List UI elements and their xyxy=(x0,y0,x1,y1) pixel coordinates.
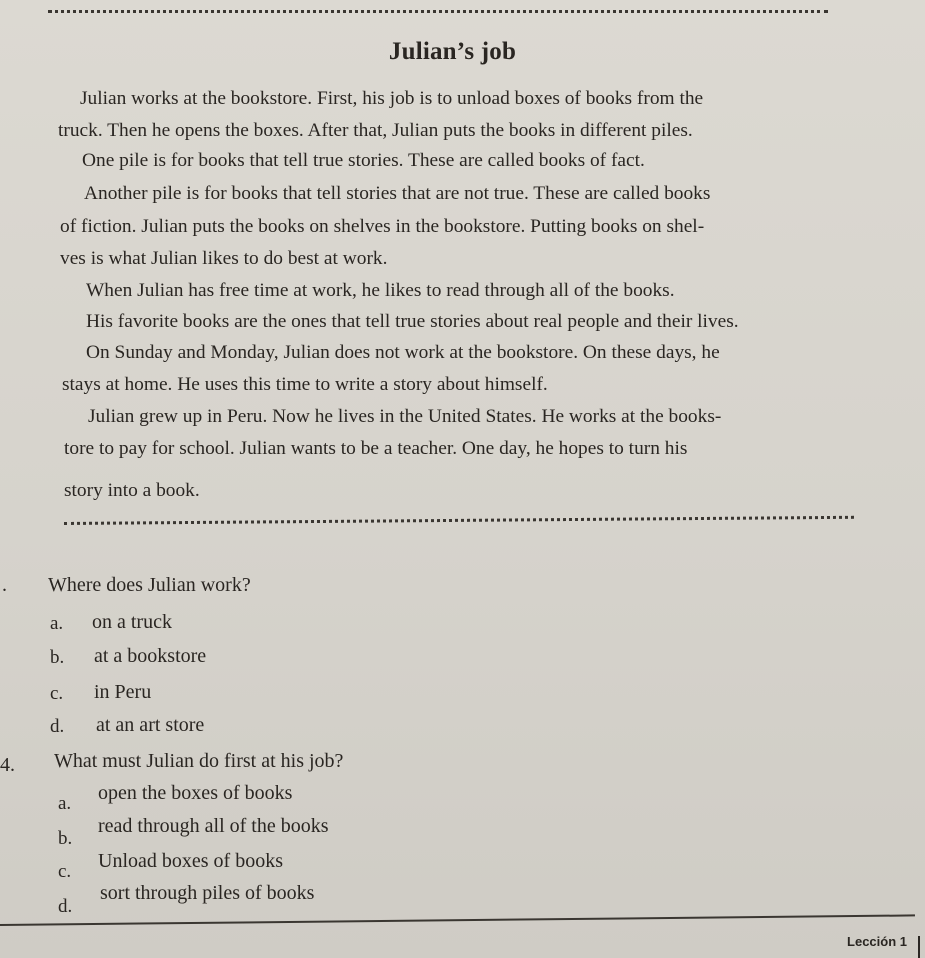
option-letter: b. xyxy=(58,828,73,849)
passage-line: His favorite books are the ones that tell true stories about real people and their lives. xyxy=(86,311,739,332)
answer-option[interactable]: Unload boxes of books xyxy=(98,850,283,872)
option-letter: d. xyxy=(50,716,65,737)
option-letter: d. xyxy=(58,896,73,917)
passage-end-dotted-rule xyxy=(64,516,854,525)
footer-vertical-bar xyxy=(918,936,920,958)
answer-option[interactable]: on a truck xyxy=(92,611,172,633)
question-text: Where does Julian work? xyxy=(48,574,251,596)
passage-line: truck. Then he opens the boxes. After that, Julian puts the books in different piles. xyxy=(58,120,693,141)
answer-option[interactable]: at a bookstore xyxy=(94,645,207,667)
passage-line: story into a book. xyxy=(64,480,200,501)
question-number: 4. xyxy=(0,754,15,776)
answer-option[interactable]: sort through piles of books xyxy=(100,882,315,904)
passage-line: stays at home. He uses this time to write a story about himself. xyxy=(62,374,548,395)
passage-line: Another pile is for books that tell stories that are not true. These are called books xyxy=(84,183,711,204)
option-letter: c. xyxy=(58,861,72,882)
lesson-label: Lección 1 xyxy=(847,934,907,949)
passage-line: One pile is for books that tell true stories. These are called books of fact. xyxy=(82,150,645,171)
passage-line: Julian works at the bookstore. First, his job is to unload boxes of books from the xyxy=(80,88,704,109)
answer-option[interactable]: in Peru xyxy=(94,681,152,703)
passage-line: of fiction. Julian puts the books on shelves in the bookstore. Putting books on shel- xyxy=(60,216,705,237)
answer-option[interactable]: at an art store xyxy=(96,714,205,736)
option-letter: b. xyxy=(50,647,65,668)
answer-option[interactable]: open the boxes of books xyxy=(98,782,293,804)
passage-line: ves is what Julian likes to do best at work. xyxy=(60,248,388,269)
question-number: . xyxy=(2,574,7,596)
option-letter: a. xyxy=(58,793,72,814)
option-letter: c. xyxy=(50,683,64,704)
passage-line: Julian grew up in Peru. Now he lives in the United States. He works at the books- xyxy=(88,406,722,427)
footer-rule xyxy=(0,914,915,926)
question-text: What must Julian do first at his job? xyxy=(54,750,344,772)
passage-title: Julian’s job xyxy=(388,38,517,65)
top-dotted-rule xyxy=(48,10,828,13)
option-letter: a. xyxy=(50,613,64,634)
answer-option[interactable]: read through all of the books xyxy=(98,815,329,837)
passage-line: On Sunday and Monday, Julian does not work at the bookstore. On these days, he xyxy=(86,342,720,363)
passage-line: tore to pay for school. Julian wants to be a teacher. One day, he hopes to turn his xyxy=(64,438,688,459)
passage-line: When Julian has free time at work, he likes to read through all of the books. xyxy=(86,280,675,301)
